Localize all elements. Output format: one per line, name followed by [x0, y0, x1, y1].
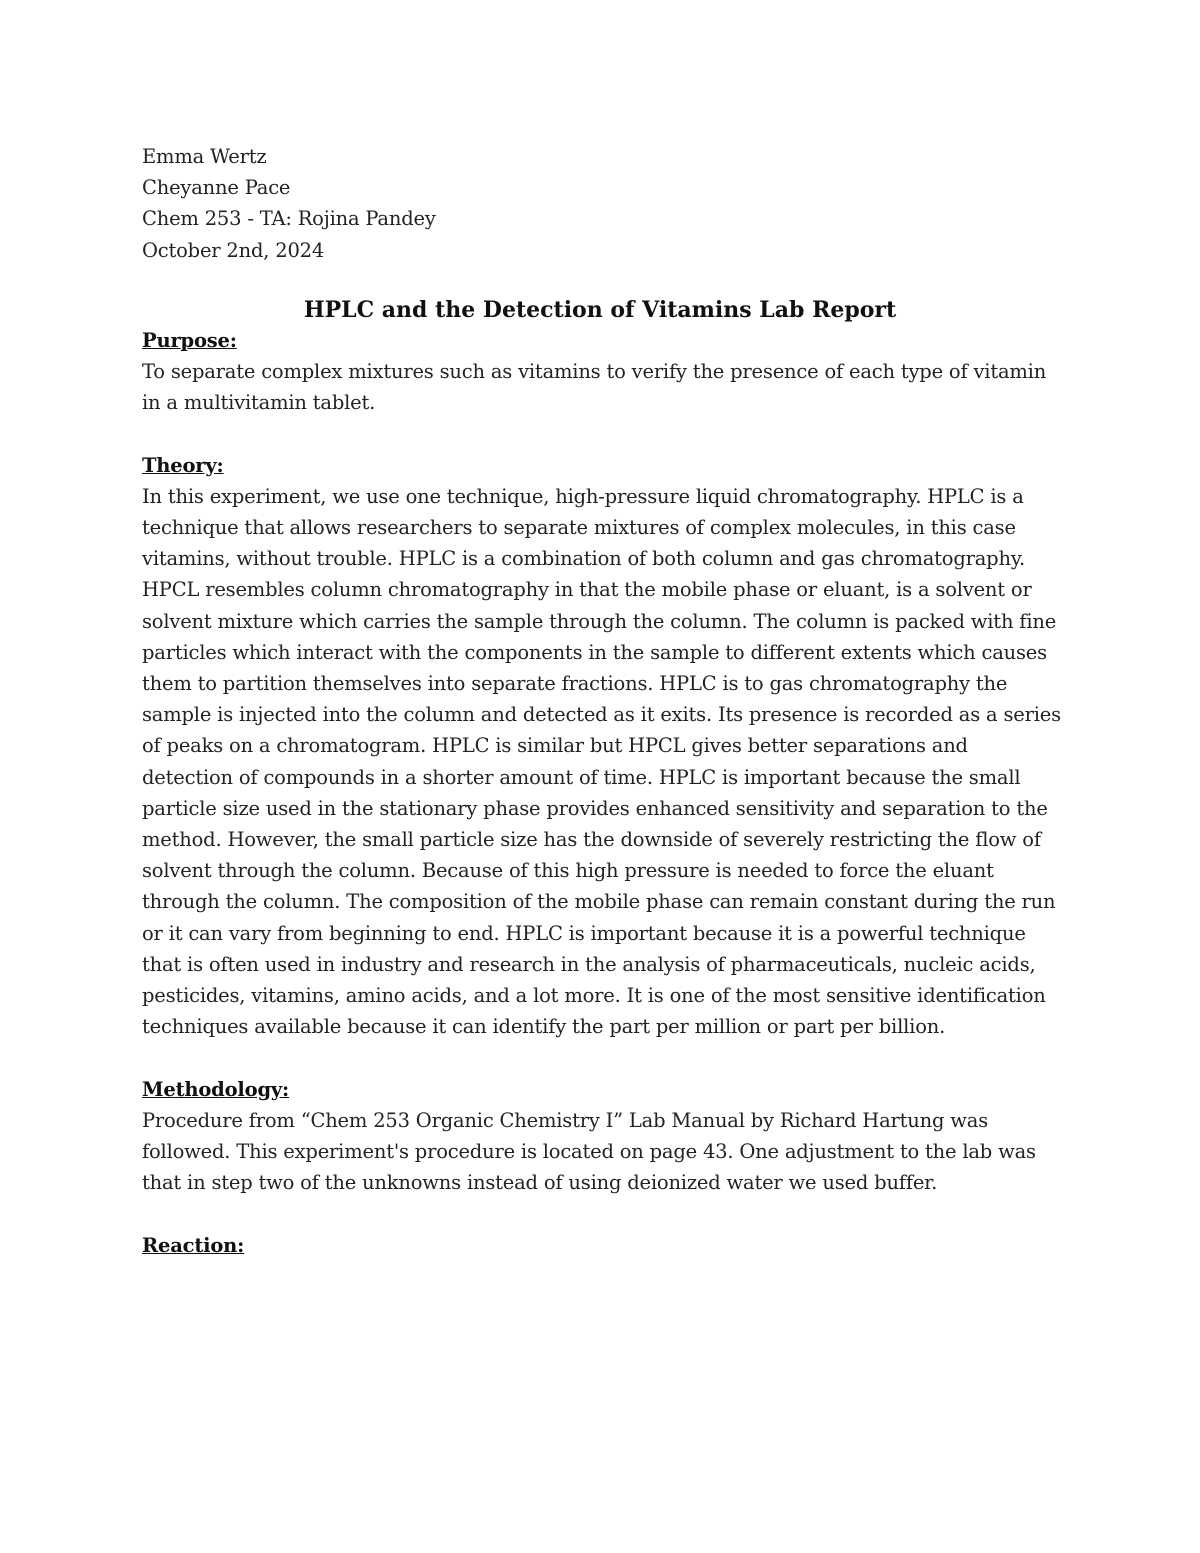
spacer	[142, 1042, 1062, 1073]
author-name-2: Cheyanne Pace	[142, 176, 291, 200]
theory-section	[142, 450, 1062, 1043]
course-info: Chem 253 - TA: Rojina Pandey	[142, 207, 436, 231]
author-header	[142, 141, 1062, 266]
theory-body: In this experiment, we use one technique, high-pressure liquid chromatography. HPLC is a technique that allows researchers to separate mixtures of complex molecules, in this case vitamins, without trouble. HPLC is a combination of both column and gas chromatography. HPCL resembles column chromatography in that the mobile phase or eluant, is a solvent or solvent mixture which carries the sample through the column. The column is packed with fine particles which interact with the components in the sample to different extents which causes them to partition themselves into separate fractions. HPLC is to gas chromatography the sample is injected into the column and detected as it exits. Its presence is recorded as a series of peaks on a chromatogram. HPLC is similar but HPCL gives better separations and detection of compounds in a shorter amount of time. HPLC is important because the small particle size used in the stationary phase provides enhanced sensitivity and separation to the method. However, the small particle size has the downside of severely restricting the flow of solvent through the column. Because of this high pressure is needed to force the eluant through the column. The composition of the mobile phase can remain constant during the run or it can vary from beginning to end. HPLC is important because it is a powerful technique that is often used in industry and research in the analysis of pharmaceuticals, nucleic acids, pesticides, vitamins, amino acids, and a lot more. It is one of the most sensitive identification techniques available because it can identify the part per million or part per billion.	[142, 484, 1061, 1039]
spacer	[142, 1198, 1062, 1229]
methodology-heading: Methodology:	[142, 1077, 290, 1101]
reaction-heading: Reaction:	[142, 1233, 245, 1257]
purpose-body: To separate complex mixtures such as vitamins to verify the presence of each type of vitamin in a multivitamin tablet.	[142, 360, 1047, 415]
purpose-section	[142, 325, 1062, 419]
purpose-heading: Purpose:	[142, 328, 237, 352]
spacer	[142, 418, 1062, 449]
methodology-body: Procedure from “Chem 253 Organic Chemistry I” Lab Manual by Richard Hartung was followed. This experiment's procedure is located on page 43. One adjustment to the lab was that in step two of the unknowns instead of using deionized water we used buffer.	[142, 1108, 1036, 1195]
methodology-section	[142, 1074, 1062, 1199]
report-date: October 2nd, 2024	[142, 238, 325, 262]
report-title: HPLC and the Detection of Vitamins Lab Report	[303, 296, 897, 323]
reaction-section	[142, 1230, 1062, 1261]
theory-heading: Theory:	[142, 453, 224, 477]
document-content	[142, 141, 1062, 1261]
author-name-1: Emma Wertz	[142, 145, 267, 168]
